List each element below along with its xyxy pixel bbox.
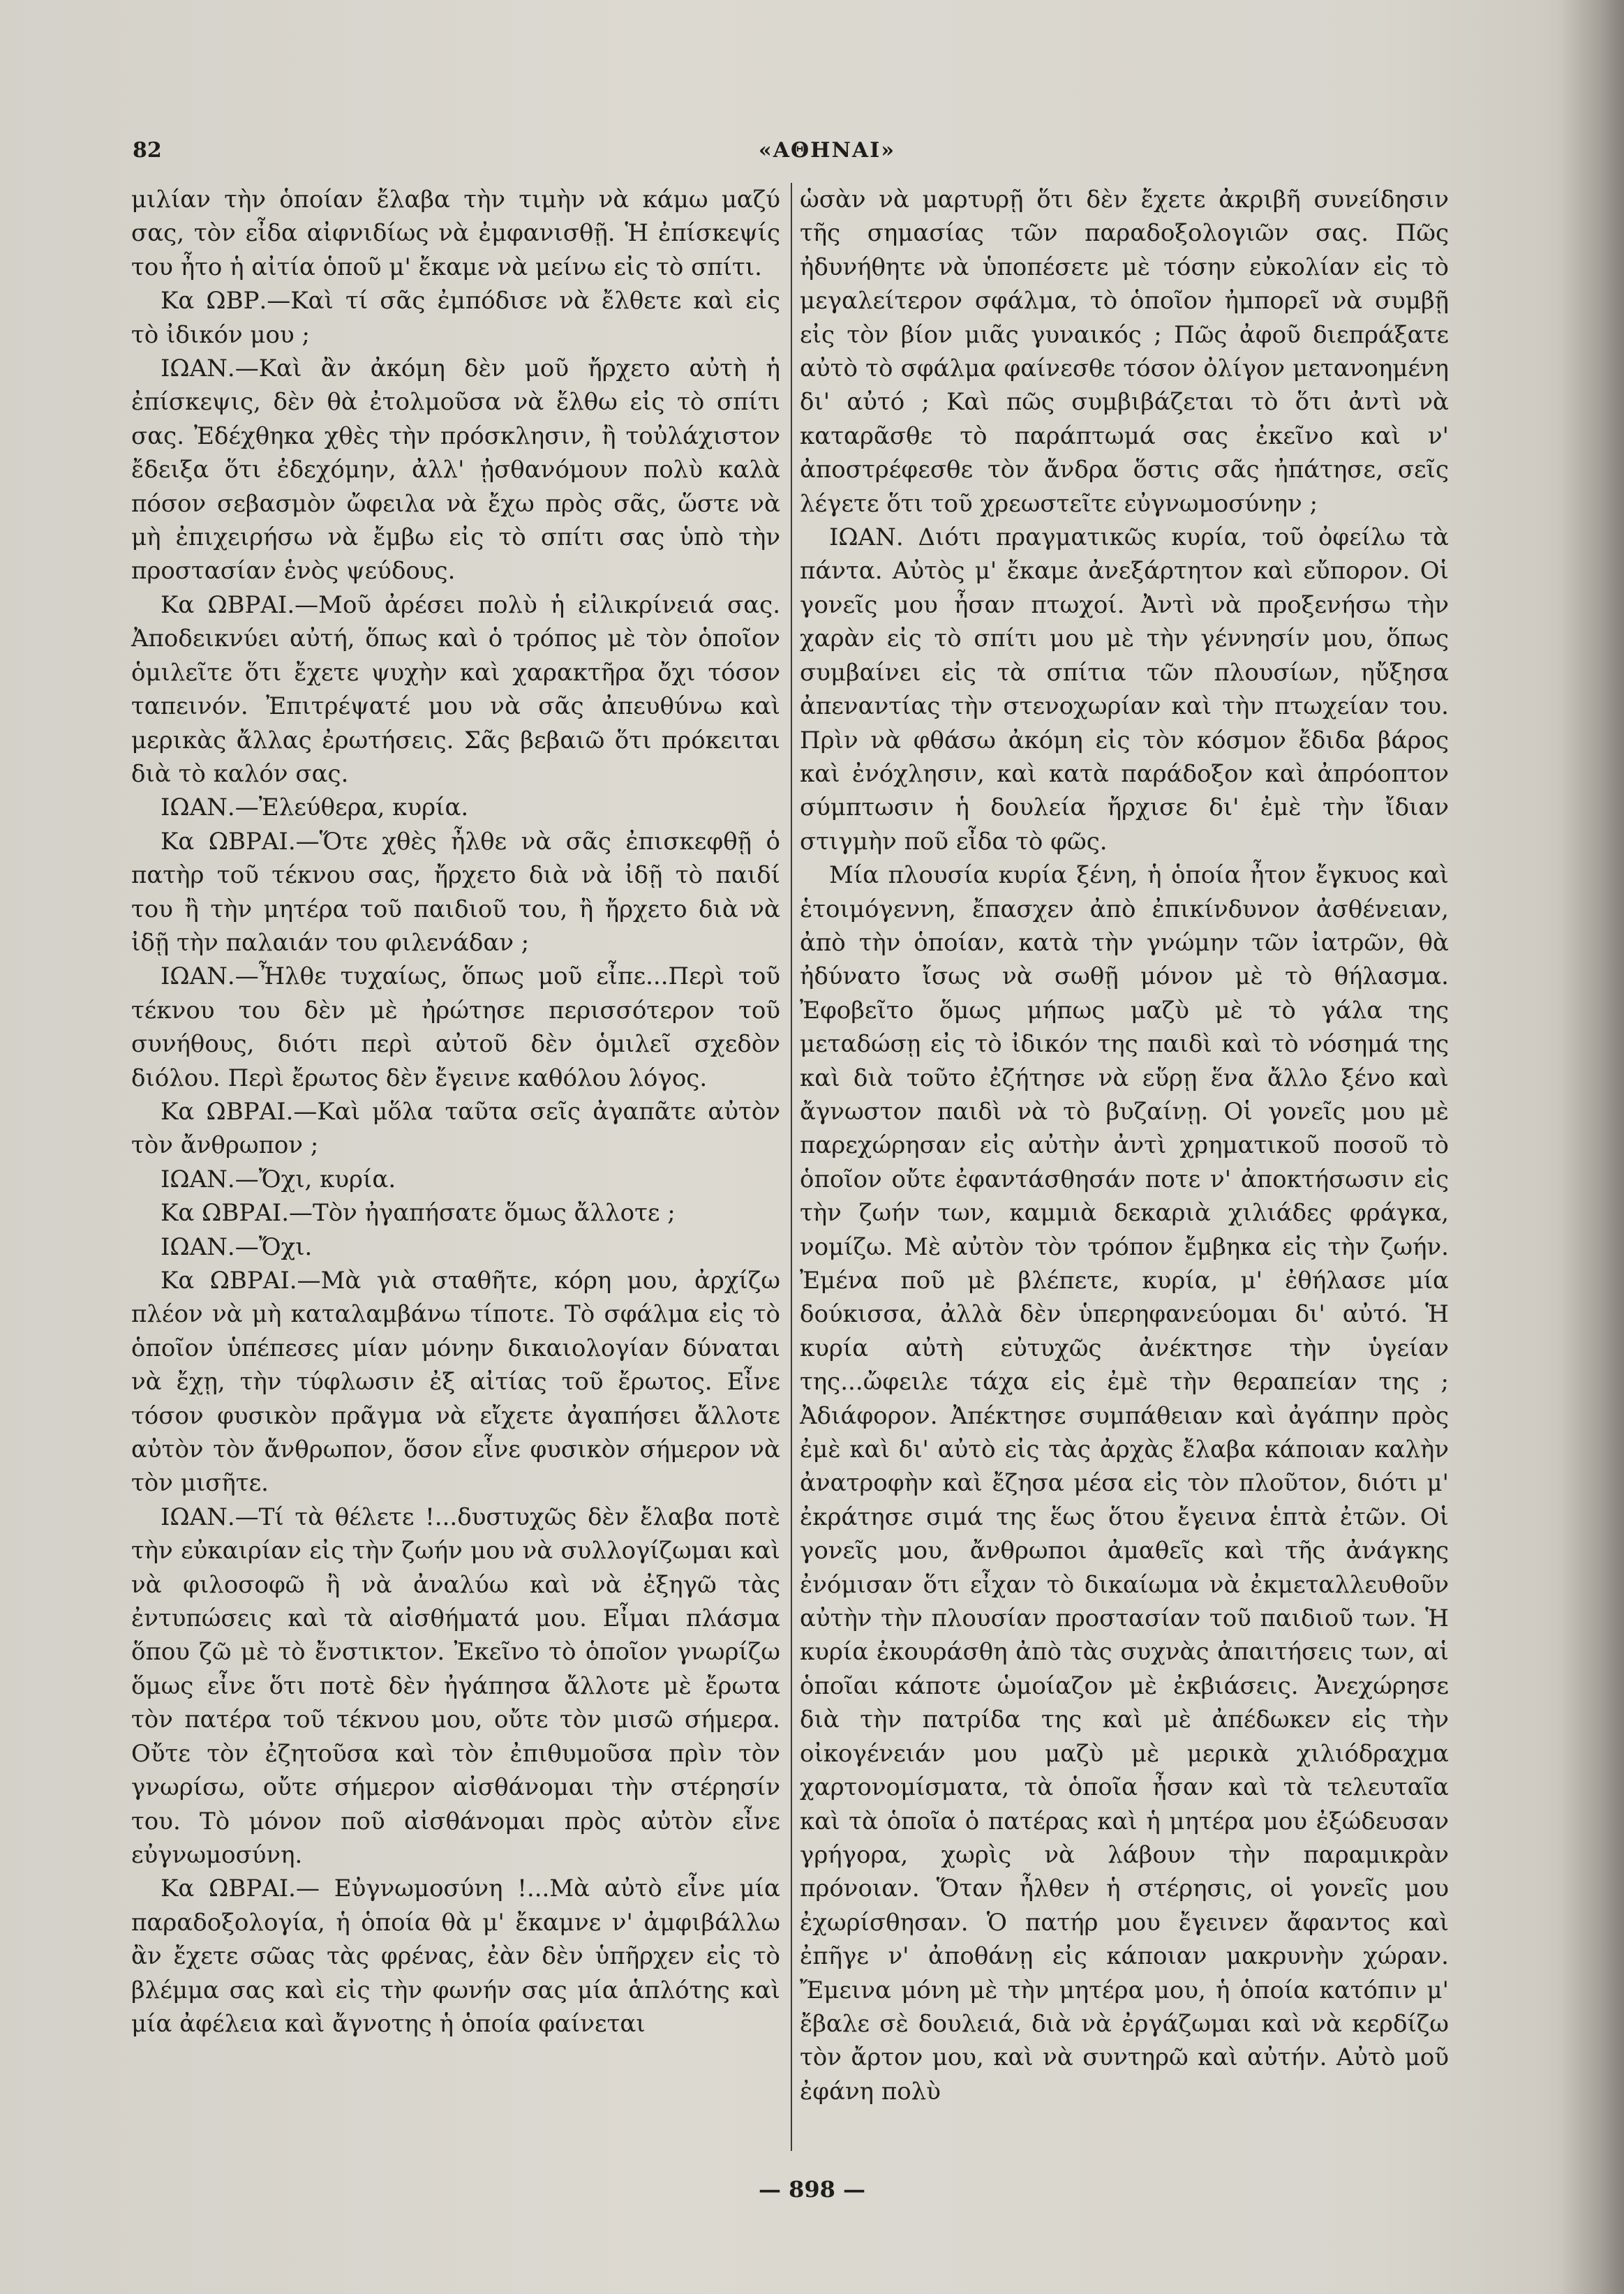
paragraph: Κα ΩΒΡΑΙ.— Εὐγνωμοσύνη !...Μὰ αὐτὸ εἶνε μία παραδοξολογία, ἡ ὁποία θὰ μ' ἔκαμνε ν' ἀμφιβάλλω ἂν ἔχετε σῶας τὰς φρένας, ἐὰν δὲν ὑπῆρχεν εἰς τὸ βλέμμα σας καὶ εἰς τὴν φωνήν σας μία ἁπλότης καὶ μία ἀφέλεια καὶ ἄγνοτης ἡ ὁποία φαίνεται [131,1875,780,2038]
paragraph: ὡσὰν νὰ μαρτυρῇ ὅτι δὲν ἔχετε ἀκριβῆ συνείδησιν τῆς σημασίας τῶν παραδοξολογιῶν σας. Πῶς ἠδυνήθητε νὰ ὑποπέσετε μὲ τόσην εὐκολίαν εἰς τὸ μεγαλείτερον σφάλμα, τὸ ὁποῖον ἠμπορεῖ νὰ συμβῇ εἰς τὸν βίον μιᾶς γυναικός ; Πῶς ἀφοῦ διεπράξατε αὐτὸ τὸ σφάλμα φαίνεσθε τόσον ὀλίγον μετανοημένη δι' αὐτό ; Καὶ πῶς συμβιβάζεται τὸ ὅτι ἀντὶ νὰ καταρᾶσθε τὸ παράπτωμά σας ἐκεῖνο καὶ ν' ἀποστρέφεσθε τὸν ἄνδρα ὅστις σᾶς ἠπάτησε, σεῖς λέγετε ὅτι τοῦ χρεωστεῖτε εὐγνωμοσύνην ; [800,186,1449,518]
paragraph: Κα ΩΒΡΑΙ.—Τὸν ἠγαπήσατε ὅμως ἄλλοτε ; [161,1199,676,1228]
paragraph: Κα ΩΒΡΑΙ.—Καὶ μὅλα ταῦτα σεῖς ἀγαπᾶτε αὐτὸν τὸν ἄνθρωπον ; [131,1097,780,1160]
paragraph: ΙΩΑΝ. Διότι πραγματικῶς κυρία, τοῦ ὀφείλω τὰ πάντα. Αὐτὸς μ' ἔκαμε ἀνεξάρτητον καὶ εὔπορον. Οἱ γονεῖς μου ἦσαν πτωχοί. Ἀντὶ νὰ προξενήσω τὴν χαρὰν εἰς τὸ σπίτι μου μὲ τὴν γέννησίν μου, ὅπως συμβαίνει εἰς τὰ σπίτια τῶν πλουσίων, ηὔξησα ἀπεναντίας τὴν στενοχωρίαν καὶ τὴν πτωχείαν του. Πρὶν νὰ φθάσω ἀκόμη εἰς τὸν κόσμον ἔδιδα βάρος καὶ ἐνόχλησιν, καὶ κατὰ παράδοξον καὶ ἀπρόοπτον σύμπτωσιν ἡ δουλεία ἤρχισε δι' ἐμὲ τὴν ἴδιαν στιγμὴν ποῦ εἶδα τὸ φῶς. [800,523,1449,856]
paragraph: ΙΩΑΝ.—Ὄχι, κυρία. [161,1165,396,1193]
column-divider [791,183,792,2151]
journal-title: «ΑΘΗΝΑΙ» [759,138,895,163]
left-column [131,183,780,2151]
paragraph: ΙΩΑΝ.—Ἦλθε τυχαίως, ὅπως μοῦ εἶπε...Περὶ τοῦ τέκνου του δὲν μὲ ἠρώτησε περισσότερον τοῦ συνήθους, διότι περὶ αὐτοῦ δὲν ὁμιλεῖ σχεδὸν διόλου. Περὶ ἔρωτος δὲν ἔγεινε καθόλου λόγος. [131,962,780,1092]
binding-shadow [1561,0,1624,2294]
paragraph: ΙΩΑΝ.—Καὶ ἂν ἀκόμη δὲν μοῦ ἤρχετο αὐτὴ ἡ ἐπίσκεψις, δὲν θὰ ἐτολμοῦσα νὰ ἔλθω εἰς τὸ σπίτι σας. Ἐδέχθηκα χθὲς τὴν πρόσκλησιν, ἢ τοὐλάχιστον ἔδειξα ὅτι ἐδεχόμην, ἀλλ' ᾐσθανόμουν πολὺ καλὰ πόσον σεβασμὸν ὤφειλα νὰ ἔχω πρὸς σᾶς, ὥστε νὰ μὴ ἐπιχειρήσω νὰ ἔμβω εἰς τὸ σπίτι σας ὑπὸ τὴν προστασίαν ἑνὸς ψεύδους. [131,355,780,586]
paragraph: Κα ΩΒΡΑΙ.—Ὅτε χθὲς ἦλθε νὰ σᾶς ἐπισκεφθῇ ὁ πατὴρ τοῦ τέκνου σας, ἤρχετο διὰ νὰ ἰδῇ τὸ παιδί του ἢ τὴν μητέρα τοῦ παιδιοῦ του, ἢ ἤρχετο διὰ νὰ ἰδῇ τὴν παλαιάν του φιλενάδαν ; [131,827,780,957]
running-header [133,138,1521,173]
paragraph: Κα ΩΒΡ.—Καὶ τί σᾶς ἐμπόδισε νὰ ἔλθετε καὶ εἰς τὸ ἰδικόν μου ; [131,287,780,349]
paragraph: μιλίαν τὴν ὁποίαν ἔλαβα τὴν τιμὴν νὰ κάμω μαζύ σας, τὸν εἶδα αἰφνιδίως νὰ ἐμφανισθῇ. Ἡ ἐπίσκεψίς του ἦτο ἡ αἰτία ὁποῦ μ' ἔκαμε νὰ μείνω εἰς τὸ σπίτι. [131,186,780,281]
paragraph: ΙΩΑΝ.—Ἐλεύθερα, κυρία. [161,794,469,822]
paragraph: ΙΩΑΝ.—Ὄχι. [161,1232,313,1261]
paragraph: Κα ΩΒΡΑΙ.—Μὰ γιὰ σταθῆτε, κόρη μου, ἀρχίζω πλέον νὰ μὴ καταλαμβάνω τίποτε. Τὸ σφάλμα εἰς τὸ ὁποῖον ὑπέπεσες μίαν μόνην δικαιολογίαν δύναται νὰ ἔχῃ, τὴν τύφλωσιν ἐξ αἰτίας τοῦ ἔρωτος. Εἶνε τόσον φυσικὸν πρᾶγμα νὰ εἴχετε ἀγαπήσει ἄλλοτε αὐτὸν τὸν ἄνθρωπον, ὅσον εἶνε φυσικὸν σήμερον νὰ τὸν μισῆτε. [131,1267,780,1498]
paragraph: Κα ΩΒΡΑΙ.—Μοῦ ἀρέσει πολὺ ἡ εἰλικρίνειά σας. Ἀποδεικνύει αὐτή, ὅπως καὶ ὁ τρόπος μὲ τὸν ὁποῖον ὁμιλεῖτε ὅτι ἔχετε ψυχὴν καὶ χαρακτῆρα ὄχι τόσον ταπεινόν. Ἐπιτρέψατέ μου νὰ σᾶς ἀπευθύνω καὶ μερικὰς ἄλλας ἐρωτήσεις. Σᾶς βεβαιῶ ὅτι πρόκειται διὰ τὸ καλόν σας. [131,590,780,788]
paragraph: Μία πλουσία κυρία ξένη, ἡ ὁποία ἦτον ἔγκυος καὶ ἑτοιμόγεννη, ἔπασχεν ἀπὸ ἐπικίνδυνον ἀσθένειαν, ἀπὸ τὴν ὁποίαν, κατὰ τὴν γνώμην τῶν ἰατρῶν, θὰ ἠδύνατο ἴσως νὰ σωθῇ μόνον μὲ τὸ θήλασμα. Ἐφοβεῖτο ὅμως μήπως μαζὺ μὲ τὸ γάλα της μεταδώσῃ εἰς τὸ ἰδικόν της παιδὶ καὶ τὸ νόσημά της καὶ διὰ τοῦτο ἐζήτησε νὰ εὕρῃ ἕνα ἄλλο ξένο καὶ ἄγνωστον παιδὶ νὰ τὸ βυζαίνῃ. Οἱ γονεῖς μου μὲ παρεχώρησαν εἰς αὐτὴν ἀντὶ χρηματικοῦ ποσοῦ τὸ ὁποῖον οὔτε ἐφαντάσθησάν ποτε ν' ἀποκτήσωσιν εἰς τὴν ζωήν των, καμμιὰ δεκαριὰ χιλιάδες φράγκα, νομίζω. Μὲ αὐτὸν τὸν τρόπον ἔμβηκα εἰς τὴν ζωήν. Ἐμένα ποῦ μὲ βλέπετε, κυρία, μ' ἐθήλασε μία δούκισσα, ἀλλὰ δὲν ὑπερηφανεύομαι δι' αὐτό. Ἡ κυρία αὐτὴ εὐτυχῶς ἀνέκτησε τὴν ὑγείαν της...ὤφειλε τάχα εἰς ἐμὲ τὴν θεραπείαν της ; Ἀδιάφορον. Ἀπέκτησε συμπάθειαν καὶ ἀγάπην πρὸς ἐμὲ καὶ δι' αὐτὸ εἰς τὰς ἀρχὰς ἔλαβα κάποιαν καλὴν ἀνατροφὴν καὶ ἔζησα μέσα εἰς τὸν πλοῦτον, διότι μ' ἐκράτησε σιμά της ἕως ὅτου ἔγεινα ἑπτὰ ἐτῶν. Οἱ γονεῖς μου, ἄνθρωποι ἀμαθεῖς καὶ τῆς ἀνάγκης ἐνόμισαν ὅτι εἶχαν τὸ δικαίωμα νὰ ἐκμεταλλευθοῦν αὐτὴν τὴν πλουσίαν προστασίαν τοῦ παιδιοῦ των. Ἡ κυρία ἐκουράσθη ἀπὸ τὰς συχνὰς ἀπαιτήσεις των, αἱ ὁποῖαι κάποτε ὡμοίαζον μὲ ἐκβιάσεις. Ἀνεχώρησε διὰ τὴν πατρίδα της καὶ μὲ ἀπέδωκεν εἰς τὴν οἰκογένειάν μου μαζὺ μὲ μερικὰ χιλιόδραχμα χαρτονομίσματα, τὰ ὁποῖα ἦσαν καὶ τὰ τελευταῖα καὶ τὰ ὁποῖα ὁ πατέρας καὶ ἡ μητέρα μου ἐξώδευσαν γρήγορα, χωρὶς νὰ λάβουν τὴν παραμικρὰν πρόνοιαν. Ὅταν ἦλθεν ἡ στέρησις, οἱ γονεῖς μου ἐχωρίσθησαν. Ὁ πατήρ μου ἔγεινεν ἄφαντος καὶ ἐπῆγε ν' ἀποθάνῃ εἰς κάποιαν μακρυνὴν χώραν. Ἔμεινα μόνη μὲ τὴν μητέρα μου, ἡ ὁποία κατόπιν μ' ἔβαλε σὲ δουλειά, διὰ νὰ ἐργάζωμαι καὶ νὰ κερδίζω τὸν ἄρτον μου, καὶ νὰ συντηρῶ καὶ αὐτήν. Αὐτὸ μοῦ ἐφάνη πολὺ [800,861,1449,2106]
right-column [800,183,1449,2151]
paragraph: ΙΩΑΝ.—Τί τὰ θέλετε !...δυστυχῶς δὲν ἔλαβα ποτὲ τὴν εὐκαιρίαν εἰς τὴν ζωήν μου νὰ συλλογίζωμαι καὶ νὰ φιλοσοφῶ ἢ νὰ ἀναλύω καὶ νὰ ἐξηγῶ τὰς ἐντυπώσεις καὶ τὰ αἰσθήματά μου. Εἶμαι πλάσμα ὅπου ζῶ μὲ τὸ ἔνστικτον. Ἐκεῖνο τὸ ὁποῖον γνωρίζω ὅμως εἶνε ὅτι ποτὲ δὲν ἠγάπησα ἄλλοτε μὲ ἔρωτα τὸν πατέρα τοῦ τέκνου μου, οὔτε τὸν μισῶ σήμερα. Οὔτε τὸν ἐζητοῦσα καὶ τὸν ἐπιθυμοῦσα πρὶν τὸν γνωρίσω, οὔτε σήμερον αἰσθάνομαι τὴν στέρησίν του. Τὸ μόνον ποῦ αἰσθάνομαι πρὸς αὐτὸν εἶνε εὐγνωμοσύνη. [131,1503,780,1869]
folio-number: — 898 — [758,2176,866,2203]
page-number: 82 [133,138,162,163]
